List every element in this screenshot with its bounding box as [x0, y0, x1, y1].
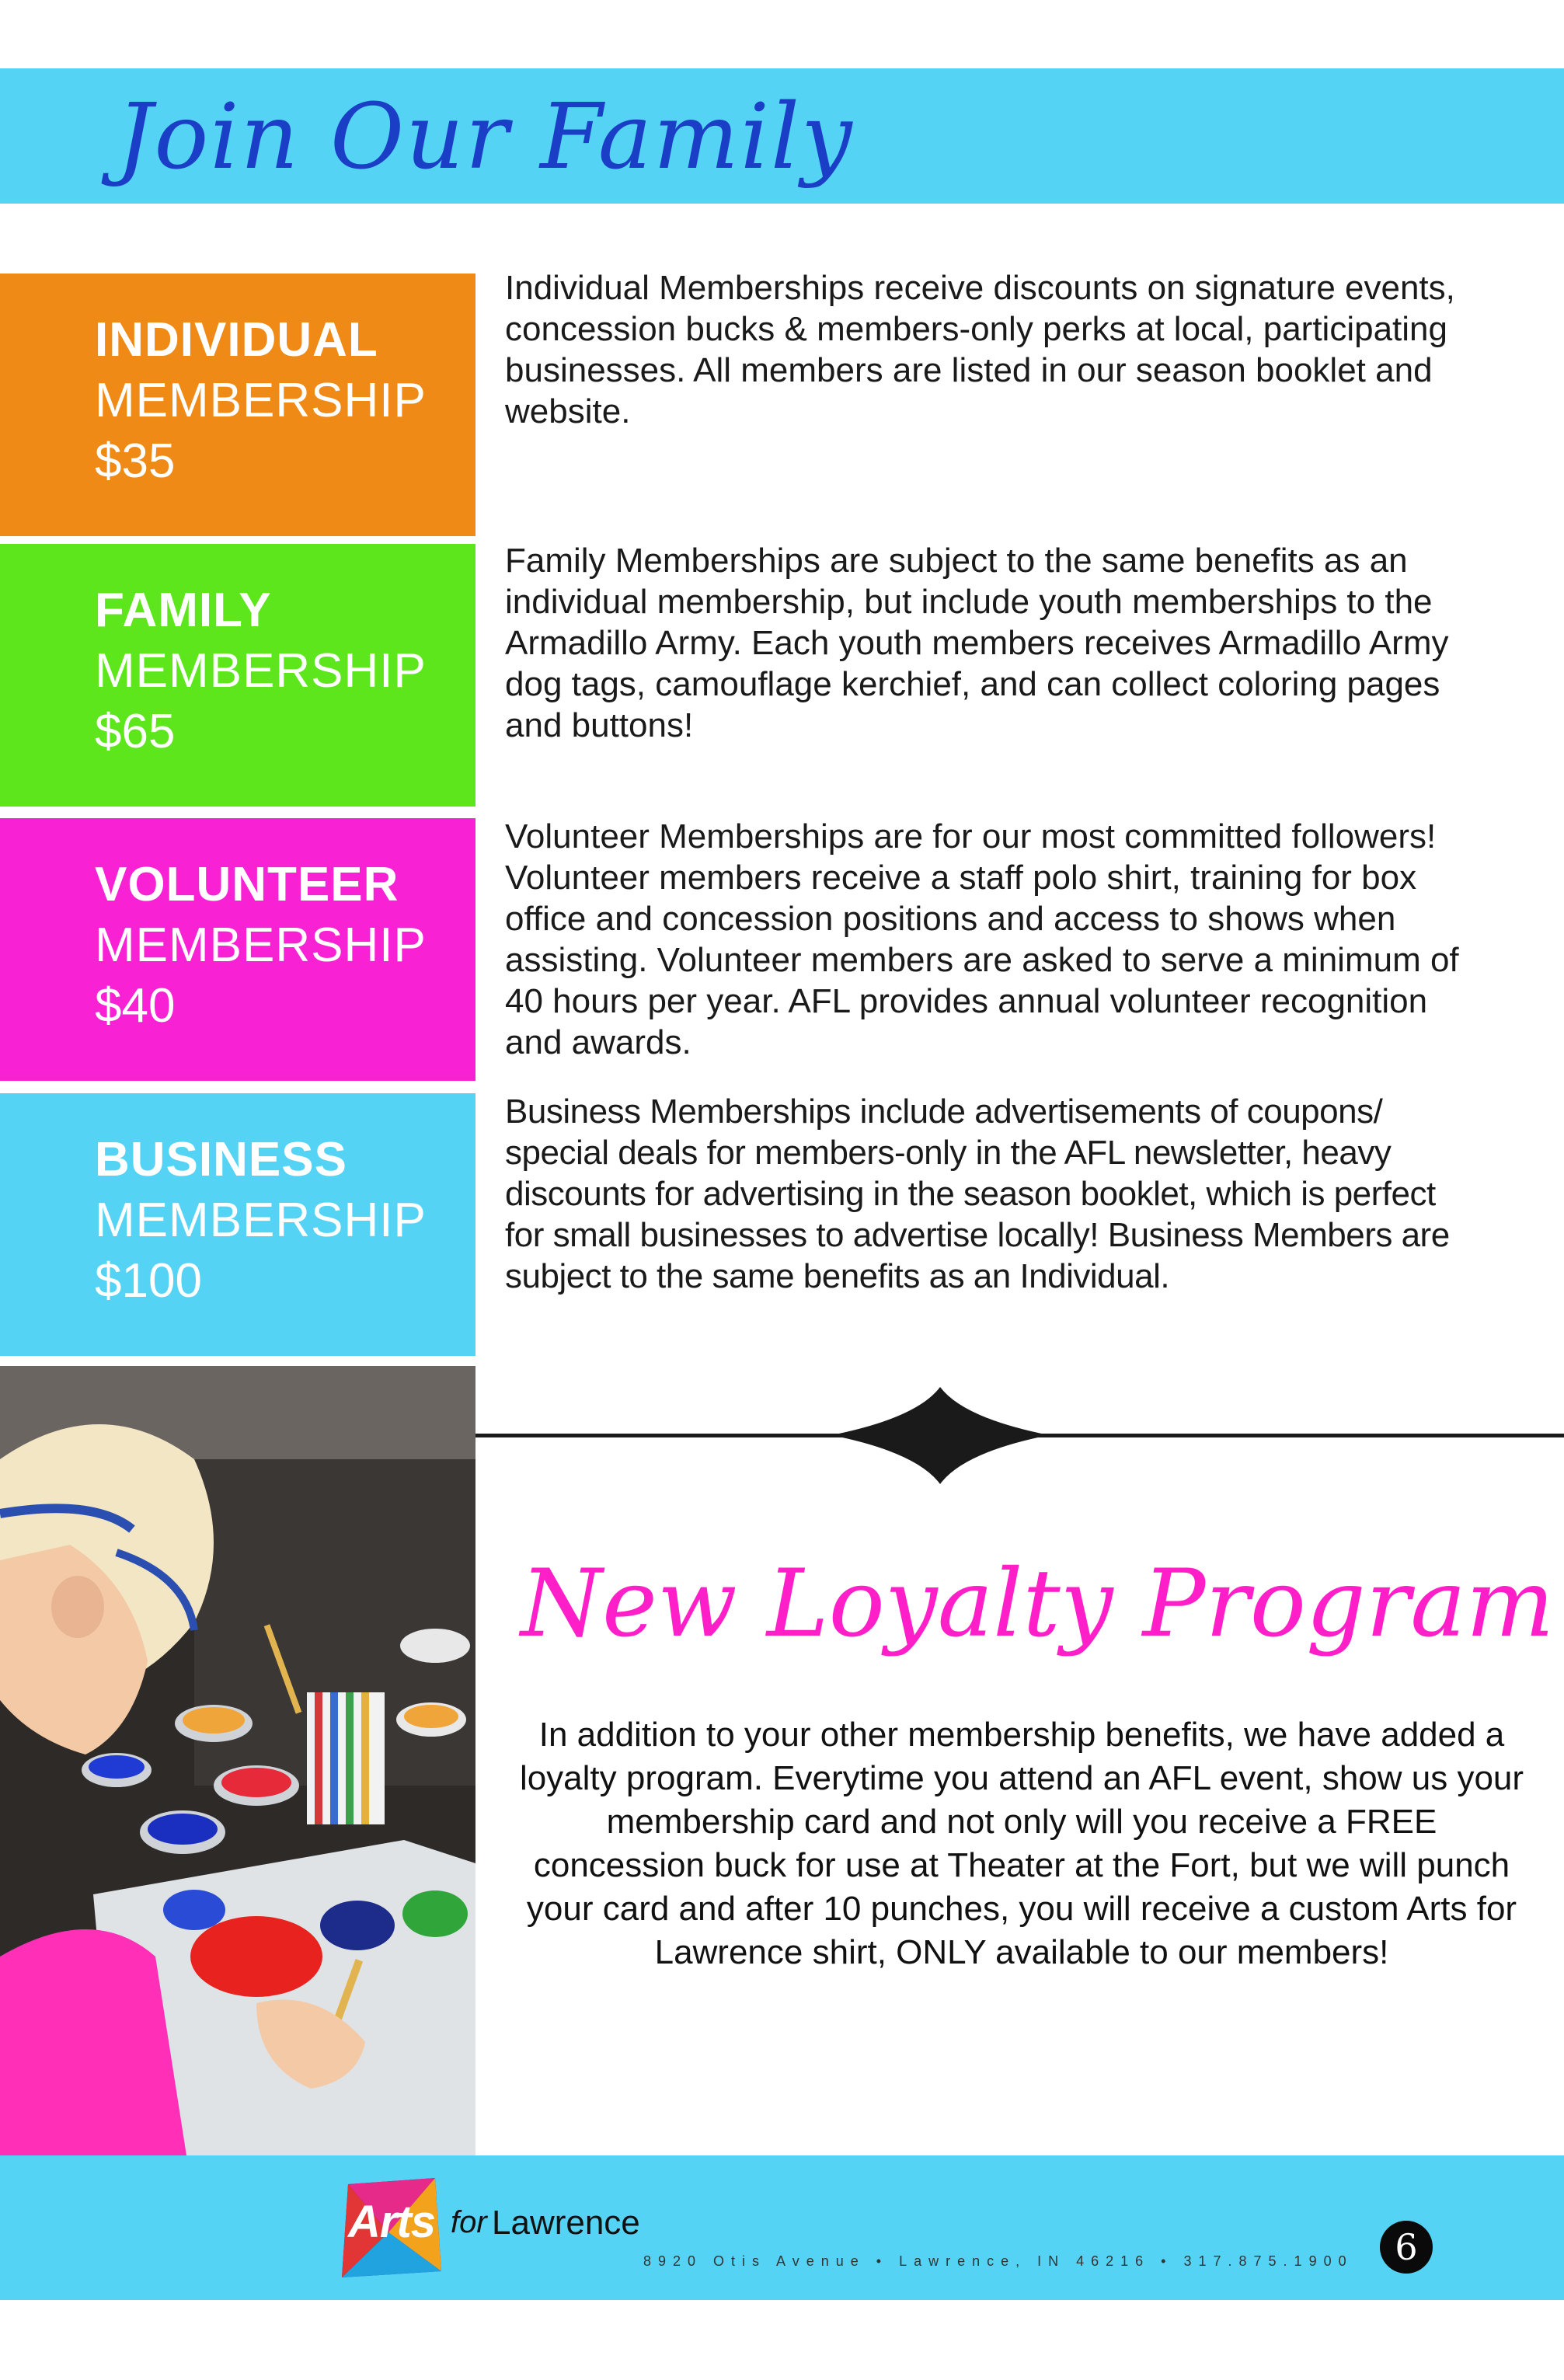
- tier-kind: MEMBERSHIP: [95, 374, 427, 427]
- page-title: Join Our Family: [117, 85, 854, 190]
- tier-volunteer: [0, 818, 475, 1081]
- loyalty-body: In addition to your other membership benefits, we have added a loyalty program. Everytime you attend an AFL event, show us your membership card and not only will you receive a FREE concession buck for use at Theater at the Fort, but we will punch your card and after 10 punches, you will receive a custom Arts for Lawrence shirt, ONLY available to our members!: [519, 1716, 1524, 1971]
- tier-name: BUSINESS: [95, 1133, 347, 1187]
- footer-address: 8920 Otis Avenue • Lawrence, IN 46216 • 317.875.1900: [643, 2253, 1353, 2269]
- ornament-icon: [831, 1387, 1049, 1484]
- logo-arts-text: Arts: [348, 2197, 436, 2247]
- tier-price: $40: [95, 979, 176, 1033]
- tier-kind: MEMBERSHIP: [95, 1193, 427, 1247]
- tier-individual: [0, 274, 475, 536]
- tier-name: INDIVIDUAL: [95, 313, 378, 367]
- child-painting-photo: [0, 1366, 475, 2155]
- tier-description-volunteer: Volunteer Memberships are for our most committed followers! Volunteer members receive a staff polo shirt, training for box office and concession positions and access to shows when assisting. Volunteer members are asked to serve a minimum of 40 hours per year. AFL provides annual volunteer recognition and awards.: [505, 817, 1459, 1061]
- tier-price: $35: [95, 434, 176, 488]
- logo-lawrence-text: Lawrence: [492, 2204, 640, 2242]
- loyalty-title: New Loyalty Program: [521, 1550, 1555, 1658]
- logo-for-text: for: [451, 2205, 487, 2239]
- tier-name: FAMILY: [95, 584, 272, 637]
- tier-kind: MEMBERSHIP: [95, 644, 427, 698]
- footer-band: [0, 2155, 1564, 2300]
- tier-description-individual: Individual Memberships receive discounts on signature events, concession bucks & members-only perks at local, participating businesses. All members are listed in our season booklet and website.: [505, 269, 1455, 430]
- tier-description-family: Family Memberships are subject to the same benefits as an individual membership, but include youth memberships to the Armadillo Army. Each youth members receives Armadillo Army dog tags, camouflage kerchief, and can collect coloring pages and buttons!: [505, 542, 1449, 744]
- tier-price: $100: [95, 1254, 202, 1308]
- page-number: 6: [1380, 2221, 1433, 2274]
- tier-business: [0, 1093, 475, 1356]
- tier-price: $65: [95, 705, 176, 758]
- tier-kind: MEMBERSHIP: [95, 918, 427, 972]
- tier-description-business: Business Memberships include advertisements of coupons/ special deals for members-only in the AFL newsletter, heavy discounts for advertising in the season booklet, which is perfect for small businesses to advertise locally! Business Members are subject to the same benefits as an Individual.: [505, 1092, 1450, 1295]
- tier-family: [0, 544, 475, 807]
- tier-name: VOLUNTEER: [95, 858, 399, 911]
